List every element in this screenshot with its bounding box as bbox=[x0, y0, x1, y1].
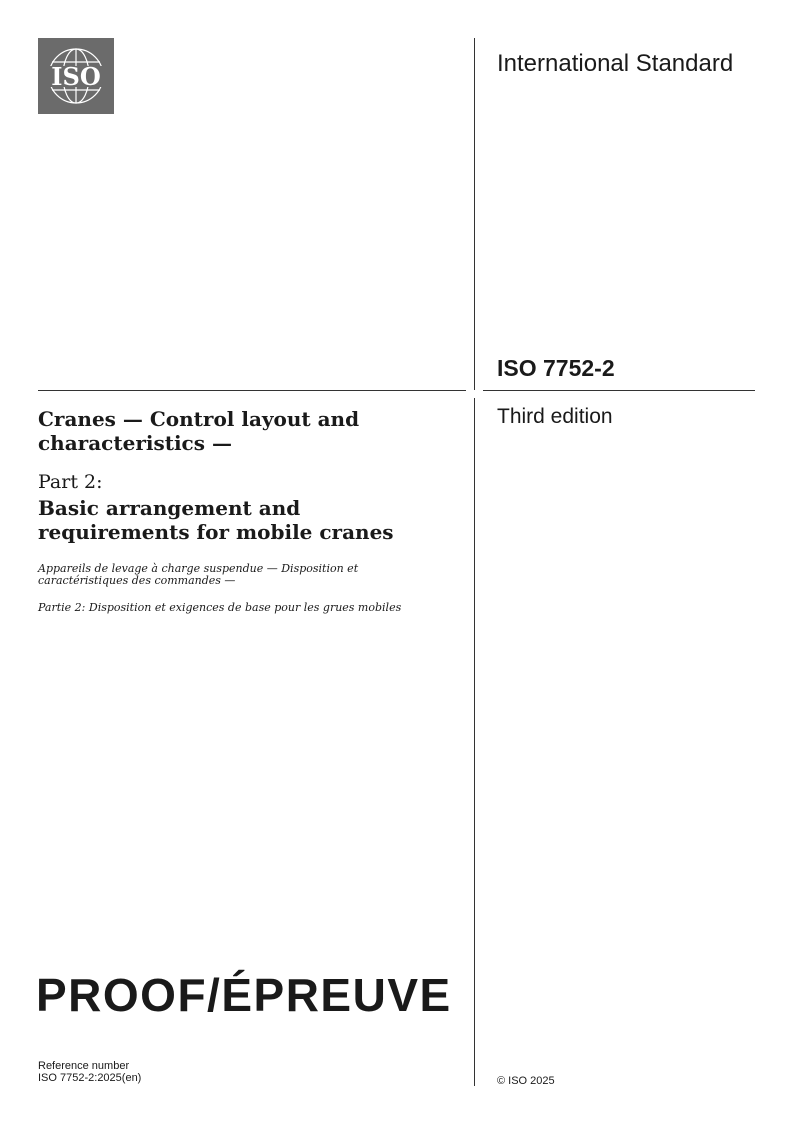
edition: Third edition bbox=[497, 405, 613, 428]
proof-stamp: PROOF/ÉPREUVE bbox=[36, 969, 452, 1021]
reference-label: Reference number bbox=[38, 1060, 130, 1072]
document-number: ISO 7752-2 bbox=[497, 355, 615, 381]
document-type: International Standard bbox=[497, 50, 734, 77]
globe-icon bbox=[38, 38, 114, 114]
title-main: Cranes — Control layout and characteristics — bbox=[38, 407, 360, 455]
title-subtitle: Basic arrangement and requirements for mobile cranes bbox=[38, 496, 394, 544]
horizontal-divider-right bbox=[483, 390, 755, 391]
french-title: Appareils de levage à charge suspendue — Disposition et caractéristiques des commandes — bbox=[38, 562, 359, 587]
vertical-divider-top bbox=[474, 38, 475, 390]
french-part-title: Partie 2: Disposition et exigences de base pour les grues mobiles bbox=[38, 601, 402, 614]
logo-text: ISO bbox=[51, 62, 101, 91]
vertical-divider-bottom bbox=[474, 398, 475, 1086]
horizontal-divider-left bbox=[38, 390, 466, 391]
copyright: © ISO 2025 bbox=[497, 1075, 555, 1087]
reference-number: ISO 7752-2:2025(en) bbox=[38, 1072, 142, 1084]
title-part: Part 2: bbox=[38, 471, 103, 493]
iso-logo bbox=[38, 38, 114, 114]
